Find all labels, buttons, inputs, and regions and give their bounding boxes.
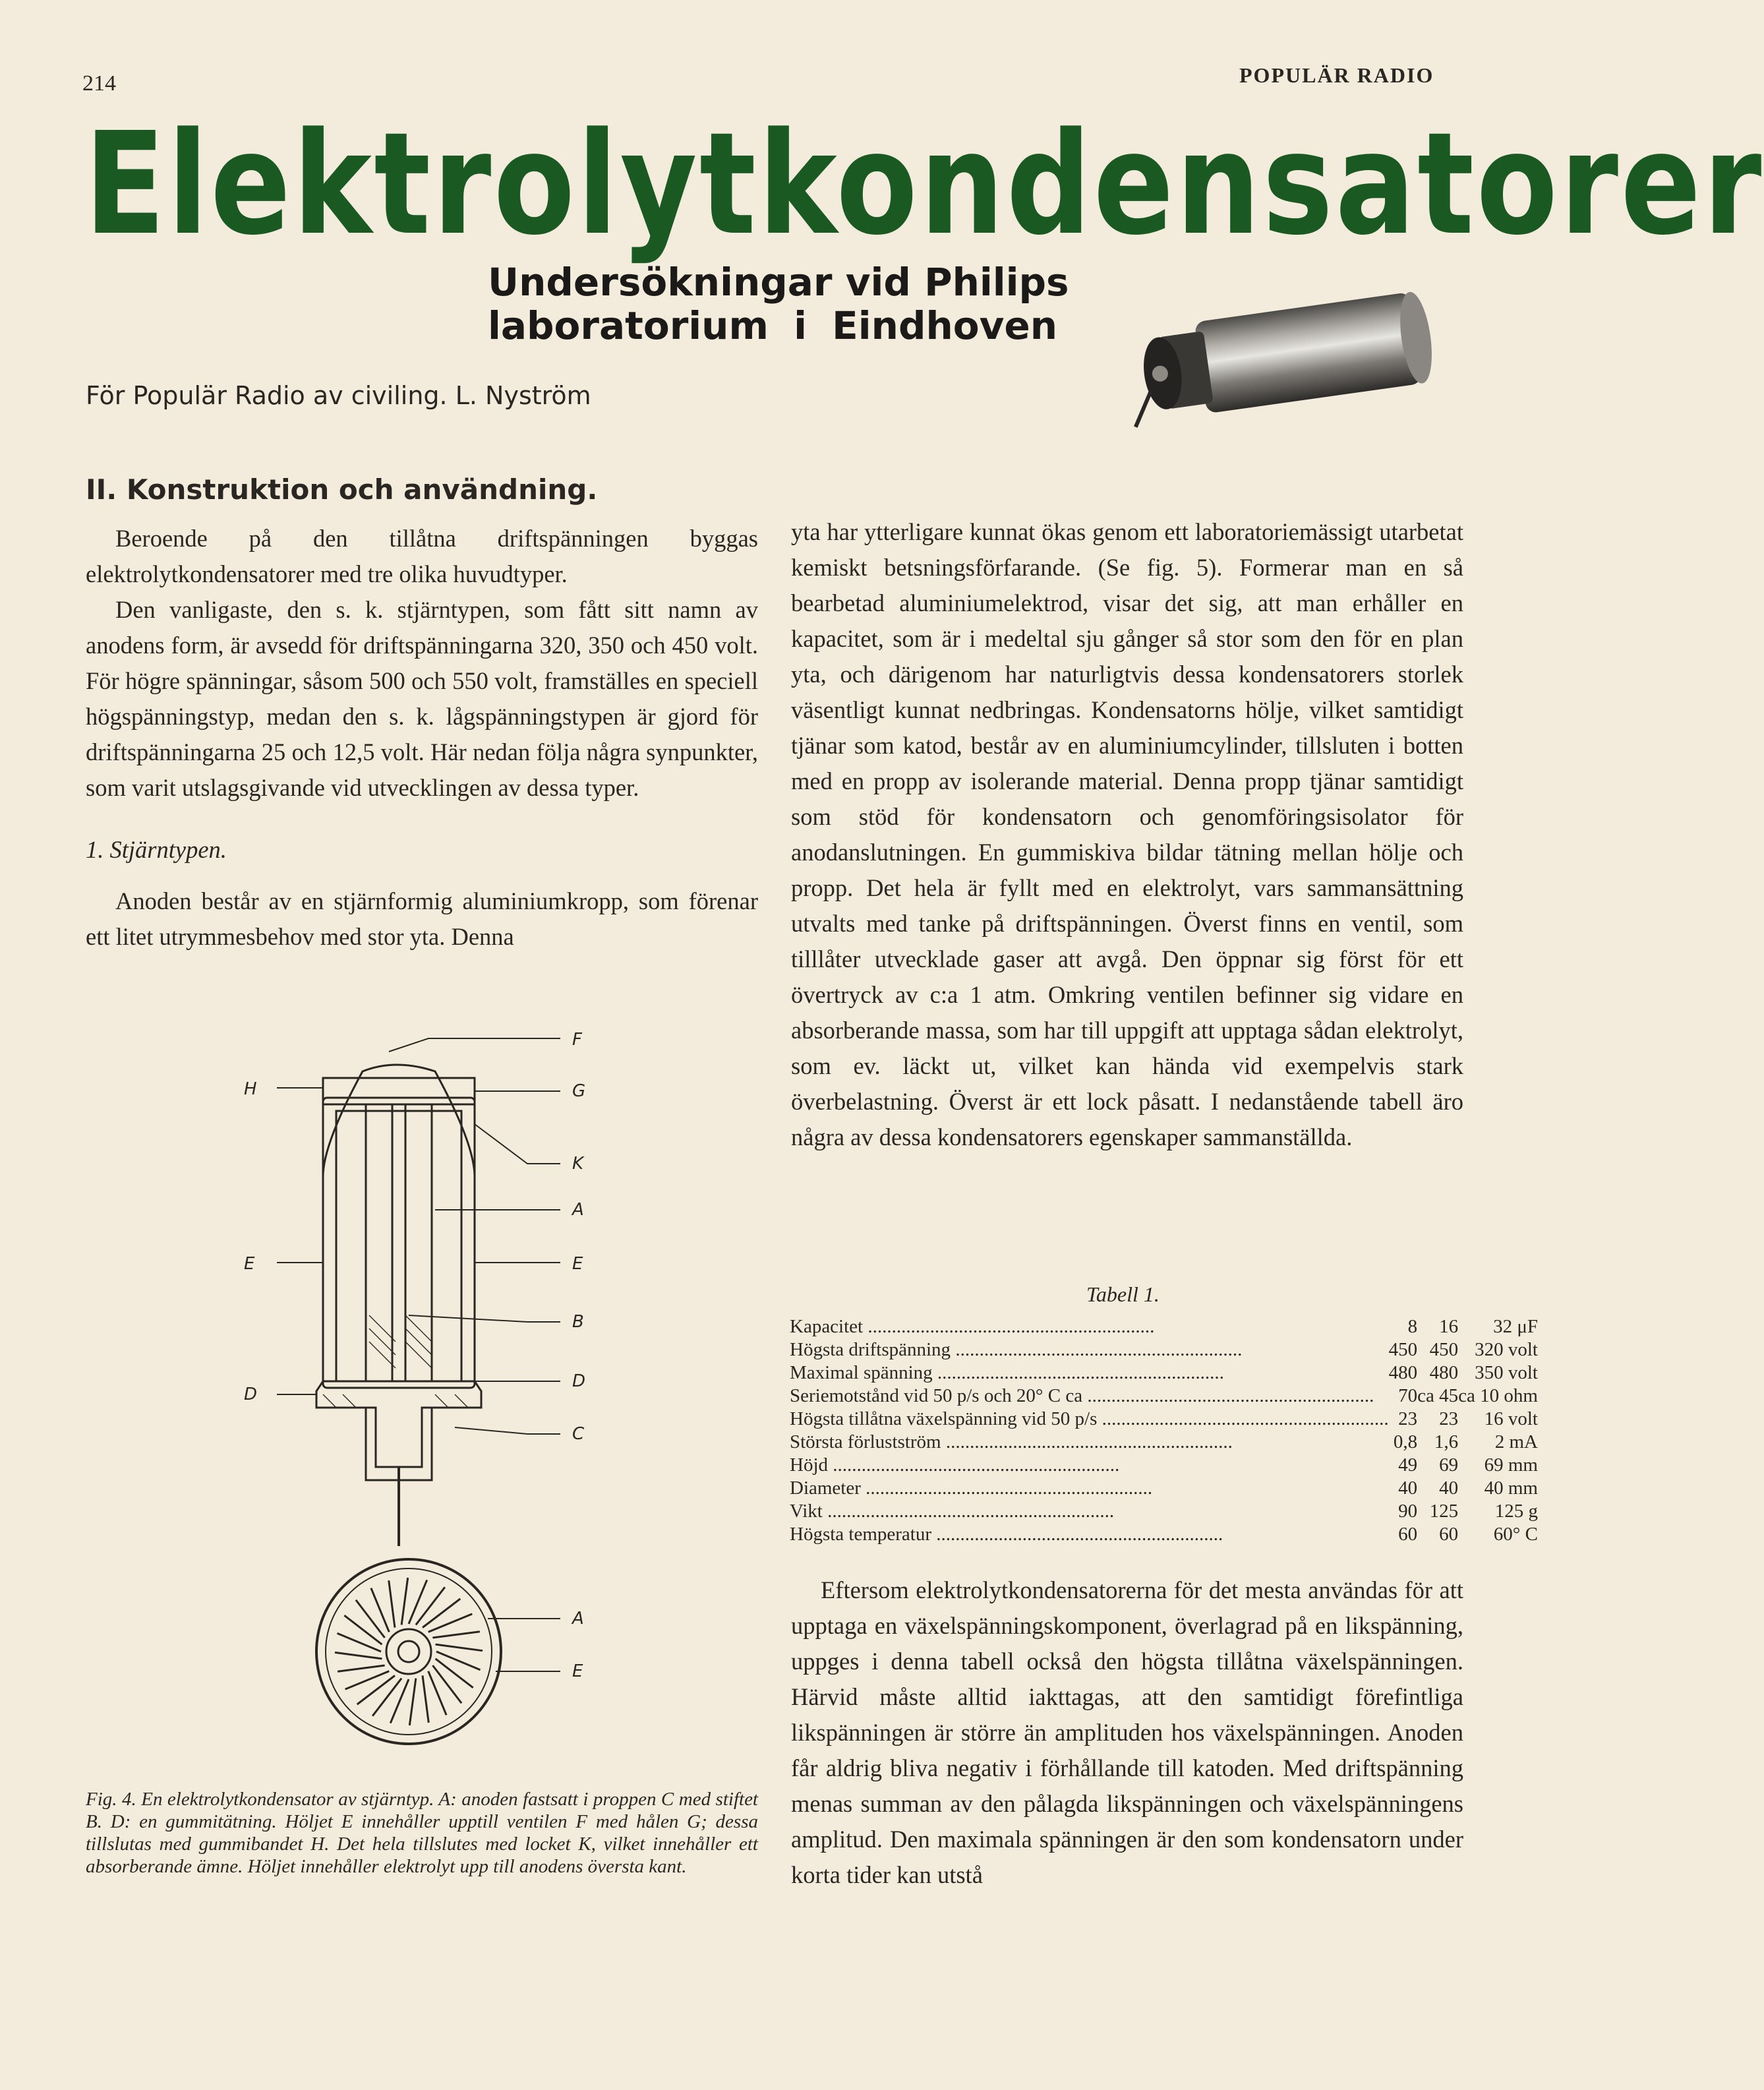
row-value-b: 480 [1429,1362,1459,1383]
row-value-c: 350 volt [1475,1362,1538,1383]
table-row [790,1477,1538,1500]
label-B: B [572,1312,584,1332]
paragraph: Anoden består av en stjärnformig aluminiumkropp, som förenar ett litet utrymmesbehov med stor yta. Denna [86,887,758,950]
table-row [790,1361,1538,1385]
table-title: Tabell 1. [1086,1282,1160,1306]
anode-fin [432,1632,479,1638]
subtitle-line-1: Undersökningar vid Philips [488,260,1069,305]
anode-fin [436,1659,473,1688]
electrolyte-space [336,1111,461,1381]
anode-fin [371,1588,389,1632]
row-value-b: 450 [1429,1339,1459,1360]
right-column-lower [791,1572,1463,1893]
label-G: G [572,1081,586,1101]
paragraph: yta har ytterligare kunnat ökas genom ett laboratoriemässigt utarbetat kemiskt betsningsförfarande. (Se fig. 5). Formerar man en så bearbetad aluminiumelektrod, visar det sig, att man erhåller en kapacitet, som är i medeltal sju gånger så stor som den för en plan yta, och därigenom har naturligtvis dessa kondensatorers storlek väsentligt kunnat nedbringas. Kondensatorns hölje, vilket samtidigt tjänar som katod, består av en aluminiumcylinder, tillsluten i botten med en propp av isolerande material. Denna propp tjänar samtidigt som stöd för kondensatorn och genomföringsisolator för anodanslutningen. En gummiskiva bildar tätning mellan hölje och propp. Det hela är fyllt med en elektrolyt, vars sammansättning utvalts med tanke på driftspänningen. Överst finns en ventil, som tilllåter utvecklade gaser att avgå. Den öppnar sig först för ett övertryck av c:a 1 atm. Omkring ventilen befinner sig vidare en absorberande massa, som har till uppgift att upptaga sådan elektrolyt, som ev. läckt ut, vilket kan hända vid exempelvis stark överbelastning. Överst är ett lock påsatt. I nedanstående tabell äro några av dessa kondensatorers egenskaper sammanställda. [791,518,1463,1150]
anode-fin [390,1679,409,1723]
anode-stack [405,1104,432,1381]
row-name: Kapacitet ............................................................ [790,1316,1155,1337]
row-name: Högsta temperatur ............................................................ [790,1524,1223,1545]
right-column [791,514,1463,1155]
row-value-b: 125 [1429,1501,1459,1522]
paragraph: Eftersom elektrolytkondensatorerna för det mesta användas för att upptaga en växelspänningskomponent, överlagrad på en likspänning, uppges i denna tabell också den högsta tillåtna växelspänningen. Härvid måste alltid iakttagas, att den samtidigt förefintliga likspänningen är större än amplituden hos växelspänningen. Anoden får aldrig bliva negativ i förhållande till katoden. Med driftspänning menas summan av den pålagda likspänningen och växelspänningens amplitud. Den maximala spänningen är den som kondensatorn under korta tider kan utstå [791,1576,1463,1888]
anode-fin [432,1665,461,1703]
table-row [790,1338,1538,1361]
section-heading: II. Konstruktion och användning. [86,473,598,506]
row-value-c: 60° C [1493,1524,1538,1545]
label-H: H [244,1079,257,1099]
anode-fin [389,1580,395,1627]
row-value-a: 450 [1388,1339,1418,1360]
valve-ring [323,1078,475,1104]
star-anode-top-view [316,1559,501,1744]
row-value-b: 16 [1439,1316,1459,1337]
magazine-name: POPULÄR RADIO [1239,63,1434,87]
figure-caption [86,1788,758,1878]
subtitle-line-2: laboratorium i Eindhoven [488,303,1058,348]
byline: För Populär Radio av civiling. L. Nyström [86,381,591,410]
label-F: F [572,1030,582,1050]
row-value-b: 23 [1439,1408,1459,1429]
anode-fin [335,1652,382,1659]
table-row [790,1454,1538,1477]
anode-fin [345,1671,390,1689]
row-value-b: 60 [1439,1524,1459,1545]
table-row [790,1523,1538,1546]
row-name: Vikt ............................................................ [790,1501,1115,1522]
anode-fin [344,1615,382,1644]
row-name: Högsta tillåtna växelspänning vid 50 p/s ............................................................ [790,1408,1389,1429]
row-value-c: 2 mA [1494,1431,1538,1452]
anode-fin [372,1679,401,1716]
table-row [790,1385,1538,1408]
row-value-c: 320 volt [1475,1339,1538,1360]
anode-stack [366,1104,392,1381]
row-name: Maximal spänning ............................................................ [790,1362,1224,1383]
row-value-a: 49 [1398,1454,1418,1476]
row-name: Största förlustström ............................................................ [790,1431,1233,1452]
anode-fin [401,1578,408,1625]
anode-fin [436,1652,481,1670]
row-value-c: ca 10 ohm [1458,1385,1538,1406]
label-A: A [572,1200,584,1220]
anode-fin [436,1644,483,1651]
row-value-b: ca 45 [1417,1385,1459,1406]
plug [316,1381,481,1467]
label-K: K [572,1154,584,1174]
housing-shell [323,1098,475,1388]
row-value-a: 90 [1398,1501,1418,1522]
row-value-a: 8 [1407,1316,1418,1337]
table-row [790,1315,1538,1338]
label-C: C [572,1424,585,1444]
label-D-left: D [244,1385,258,1404]
anode-fin [357,1675,395,1704]
anode-fin [409,1580,427,1624]
row-value-c: 69 mm [1484,1454,1538,1476]
anode-fin [337,1633,381,1652]
row-value-a: 60 [1398,1524,1418,1545]
anode-fin [416,1587,445,1625]
caption-text: Fig. 4. En elektrolytkondensator av stjärntyp. A: anoden fastsatt i proppen C med stiftet B. D: en gummitätning. Höljet E innehåller upptill ventilen F med hålen G; dessa tillslutas med gummibandet H. Det hela tillslutes med locket K, vilket innehåller ett absorberande ämne. Höljet innehåller elektrolyt upp till anodens översta kant. [86,1789,758,1877]
table-row [790,1431,1538,1454]
anode-fin [423,1675,428,1722]
anode-fin [356,1600,385,1638]
row-value-c: 16 volt [1484,1408,1538,1429]
paragraph: Beroende på den tillåtna driftspänningen byggas elektrolytkondensatorer med tre olika huvudtyper. [86,525,758,587]
row-name: Höjd ............................................................ [790,1454,1120,1476]
anode-fin [423,1599,460,1628]
row-value-b: 69 [1439,1454,1459,1476]
row-value-b: 40 [1439,1478,1459,1499]
paragraph: Den vanligaste, den s. k. stjärntypen, som fått sitt namn av anodens form, är avsedd för driftspänningarna 320, 350 och 450 volt. För högre spänningar, såsom 500 och 550 volt, framställes en speciell högspänningstyp, medan den s. k. lågspänningstypen är gjord för driftspänningarna 25 och 12,5 volt. Här nedan följa några synpunkter, som varit utslagsgivande vid utvecklingen av dessa typer. [86,596,758,801]
row-value-c: 125 g [1494,1501,1538,1522]
subheading-star-type: 1. Stjärntypen. [86,836,227,863]
anode-fin [409,1679,416,1725]
row-value-a: 70 [1398,1385,1418,1406]
row-name: Högsta driftspänning ............................................................ [790,1339,1243,1360]
hatching [323,1394,468,1408]
row-name: Diameter ............................................................ [790,1478,1153,1499]
anode-fin [428,1671,446,1716]
row-name: Seriemotstånd vid 50 p/s och 20° C ca ............................................................ [790,1385,1374,1406]
label-E-left: E [244,1254,255,1274]
anode-fin [428,1614,473,1632]
row-value-a: 480 [1388,1362,1418,1383]
capacitor-photo [1121,274,1450,438]
table-row [790,1408,1538,1431]
label-A-top: A [572,1609,584,1628]
anode-fin [338,1665,384,1671]
row-value-c: 32 μF [1493,1316,1538,1337]
label-E: E [572,1254,583,1274]
article-title: Elektrolytkondensatorer [84,102,1764,266]
cap-dome [323,1065,475,1177]
row-value-a: 0,8 [1393,1431,1418,1452]
table-row [790,1500,1538,1523]
hatching [369,1315,432,1368]
label-E-top: E [572,1661,583,1681]
row-value-a: 40 [1398,1478,1418,1499]
page-number: 214 [82,71,116,96]
row-value-a: 23 [1398,1408,1418,1429]
label-D: D [572,1371,586,1391]
properties-table [790,1315,1538,1546]
left-column [86,521,758,955]
row-value-b: 1,6 [1434,1431,1459,1452]
article-subtitle [488,260,1069,347]
row-value-c: 40 mm [1484,1478,1538,1499]
